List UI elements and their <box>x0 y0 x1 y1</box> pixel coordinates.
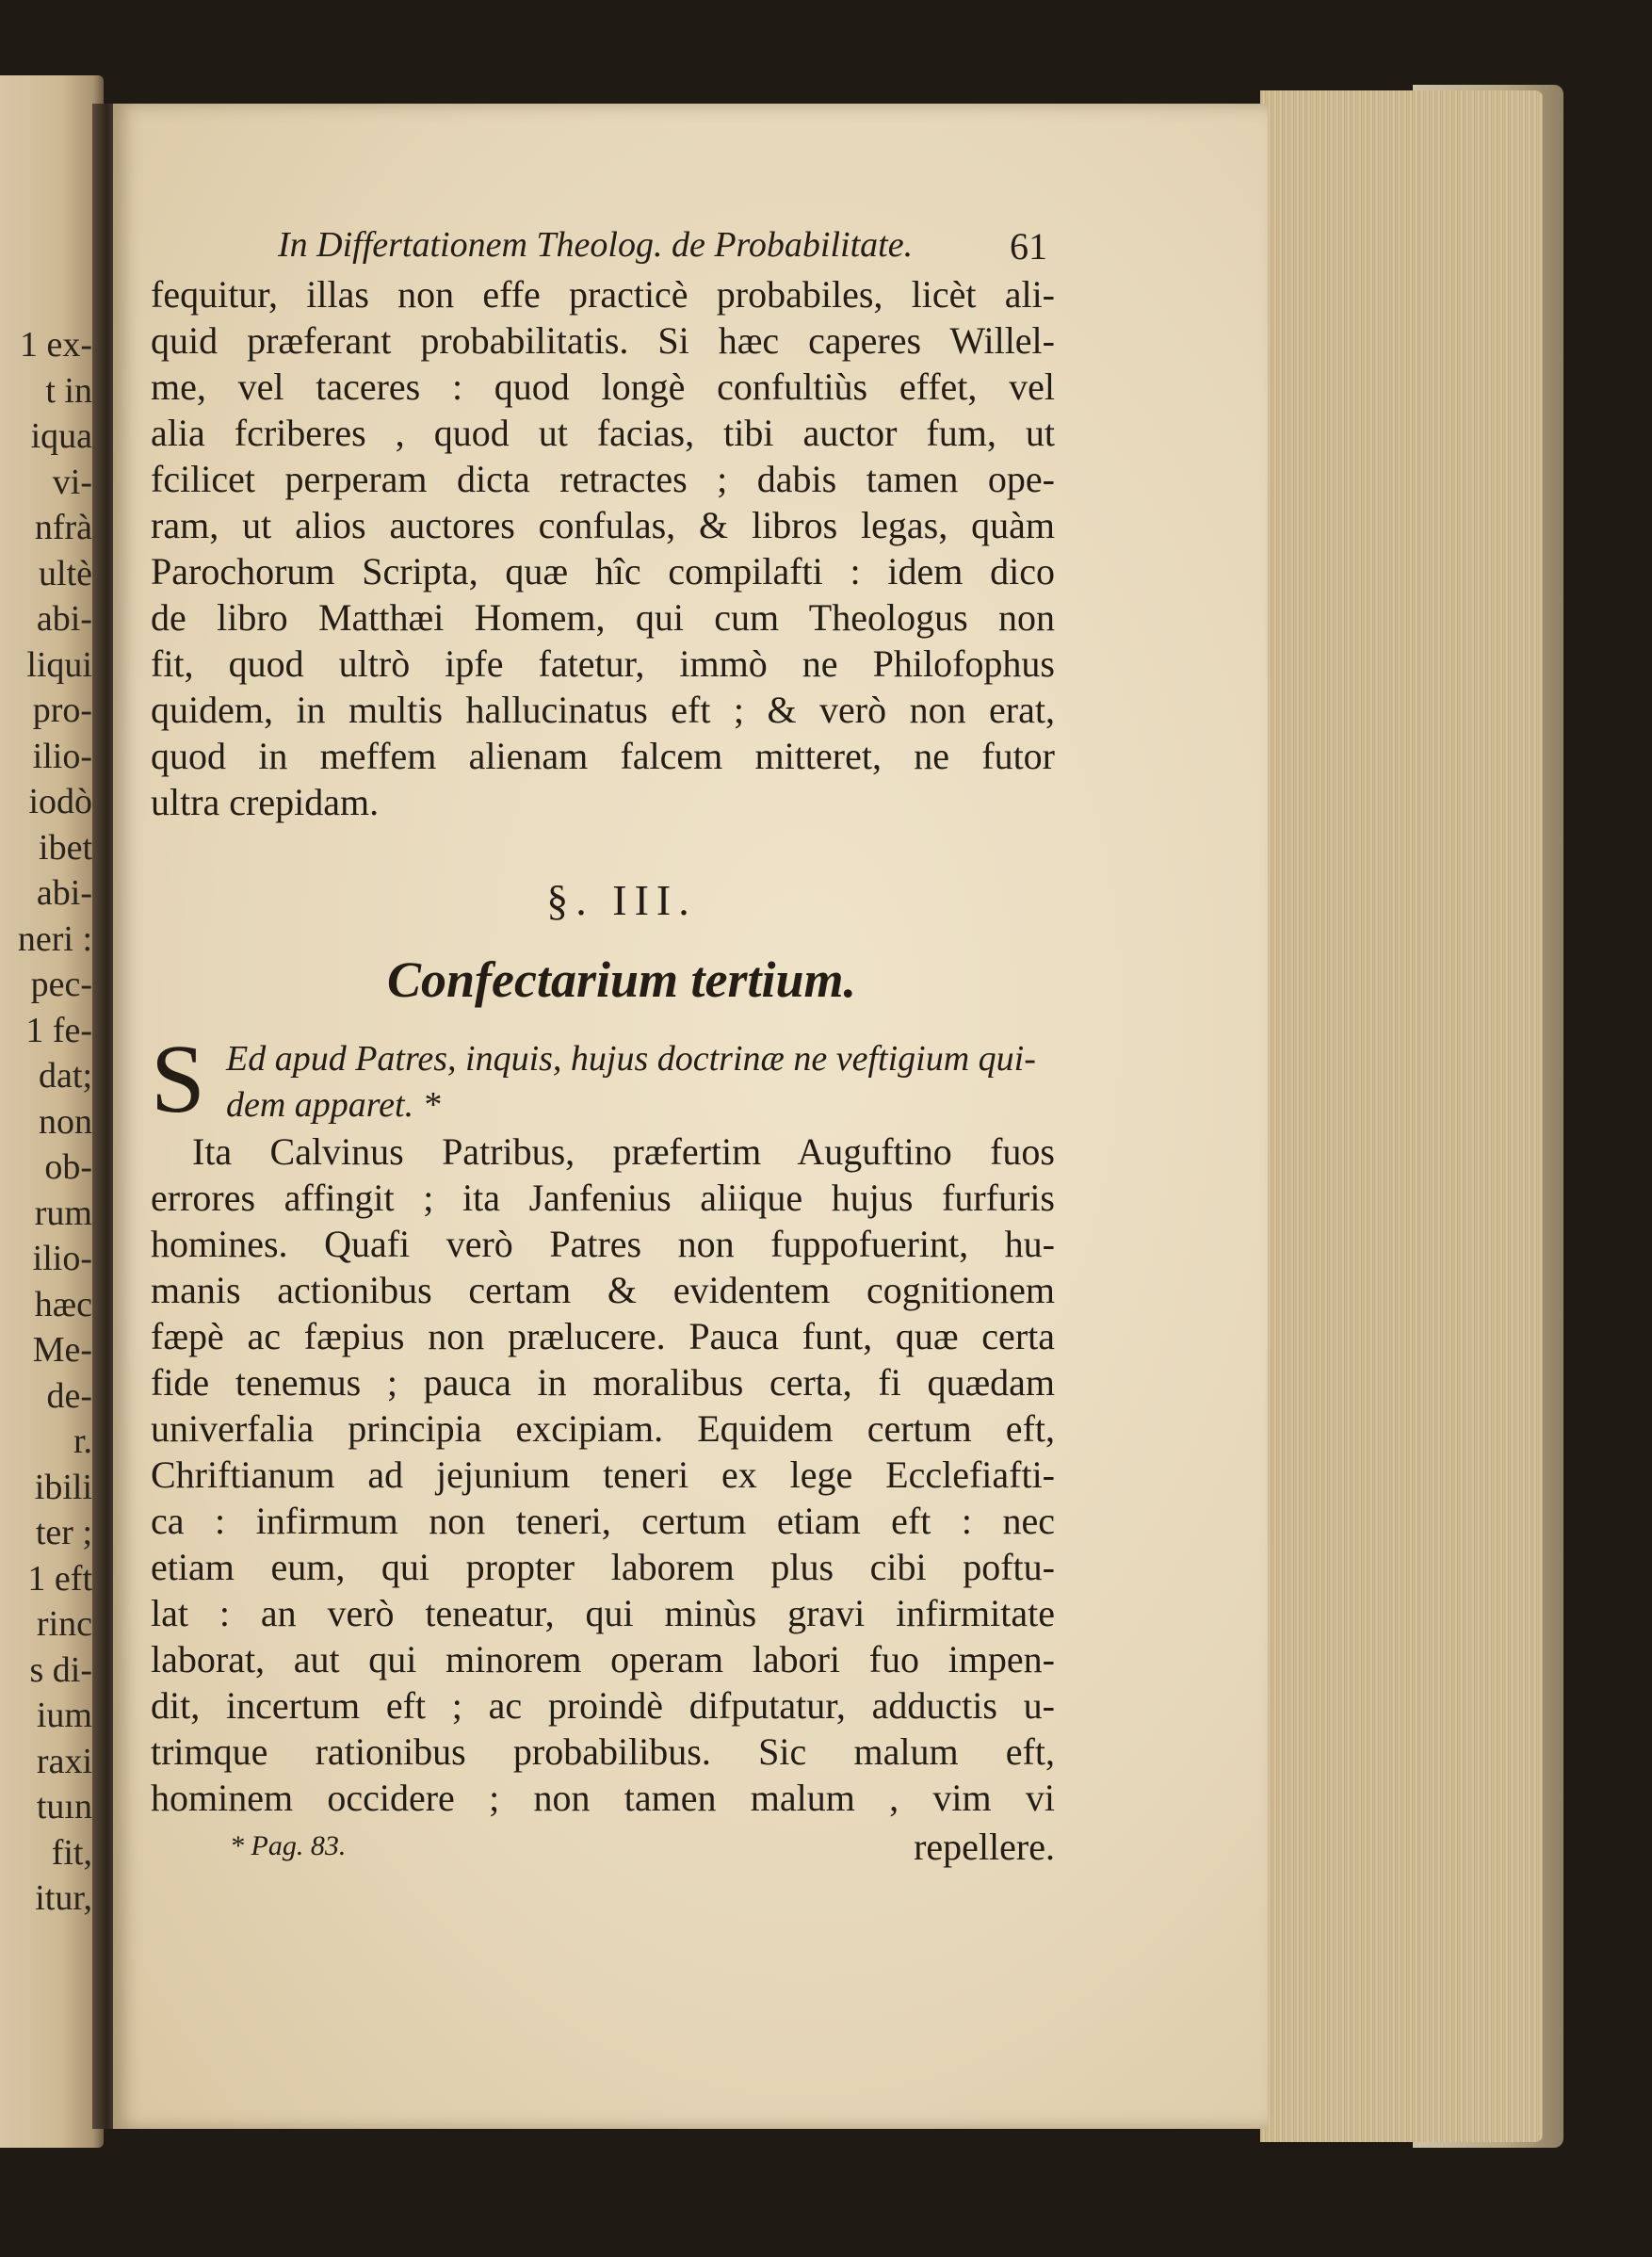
text-line: laborat, aut qui minorem operam labori fuo impen- <box>151 1638 1055 1681</box>
subsection-title: Confectarium tertium. <box>386 951 857 1008</box>
left-page-text-fragments <box>0 322 92 1922</box>
text-line: quidem, in multis hallucinatus eft ; & verò non erat, <box>151 689 1055 731</box>
left-page-fragment: r. <box>73 1421 92 1461</box>
running-head <box>151 224 1055 271</box>
text-line: Parochorum Scripta, quæ hîc compilafti : idem dico <box>151 550 1055 593</box>
text-line: univerfalia principia excipiam. Equidem certum eft, <box>151 1407 1055 1450</box>
text-line: ultra crepidam. <box>151 781 380 823</box>
page-block-edges <box>1260 90 1543 2142</box>
section-heading: §. III. <box>546 876 697 924</box>
drop-cap-letter: S <box>151 1025 205 1133</box>
left-page-fragment: neri : <box>17 918 92 959</box>
left-page-fragment: itur, <box>35 1878 92 1918</box>
footnote: * Pag. 83. <box>230 1830 347 1861</box>
left-page-fragment: rinc <box>36 1604 92 1644</box>
text-line: trimque rationibus probabilibus. Sic malum eft, <box>151 1730 1055 1773</box>
running-head-title: In Differtationem Theolog. de Probabilitate. <box>278 225 914 265</box>
left-page-fragment: tuın <box>36 1787 92 1827</box>
left-page-fragment: Me- <box>32 1330 92 1370</box>
left-page <box>0 75 104 2148</box>
left-page-fragment: raxi <box>36 1741 92 1781</box>
left-page-fragment: ibet <box>39 827 92 868</box>
dropcap-line: Ed apud Patres, inquis, hujus doctrinæ ne veftigium qui- <box>226 1039 1036 1079</box>
left-page-fragment: ibili <box>34 1467 92 1507</box>
text-line: alia fcriberes , quod ut facias, tibi auctor fum, ut <box>151 412 1055 454</box>
left-page-fragment: de- <box>46 1375 92 1416</box>
text-line: me, vel taceres : quod longè confultiùs effet, vel <box>151 365 1055 408</box>
text-line: fide tenemus ; pauca in moralibus certa, fi quædam <box>151 1361 1055 1404</box>
left-page-fragment: non <box>39 1101 92 1142</box>
text-line: fequitur, illas non effe practicè probabiles, licèt ali- <box>151 273 1055 316</box>
left-page-fragment: ilio- <box>32 736 92 776</box>
left-page-fragment: liqui <box>26 644 92 685</box>
text-line: errores affingit ; ita Janfenius aliique hujus furfuris <box>151 1177 1055 1219</box>
left-page-fragment: dat; <box>39 1056 92 1096</box>
left-page-fragment: ultè <box>39 553 92 593</box>
dropcap-line: dem apparet. * <box>226 1085 441 1125</box>
text-line: fcilicet perperam dicta retractes ; dabis tamen ope- <box>151 458 1055 500</box>
page-number: 61 <box>1010 225 1047 268</box>
text-line: hominem occidere ; non tamen malum , vim vi <box>151 1777 1055 1819</box>
paragraph-1 <box>151 271 1055 825</box>
left-page-fragment: abi- <box>36 873 92 913</box>
left-page-fragment: fit, <box>51 1832 92 1873</box>
left-page-fragment: pec- <box>30 965 92 1004</box>
footnote-row <box>151 1825 1055 1872</box>
text-line: dit, incertum eft ; ac proindè difputatur, adductis u- <box>151 1684 1055 1727</box>
text-line: etiam eum, qui propter laborem plus cibi poftu- <box>151 1546 1055 1588</box>
left-page-fragment: rum <box>34 1193 92 1233</box>
left-page-fragment: iodò <box>28 782 92 821</box>
catchword: repellere. <box>914 1826 1055 1868</box>
text-line: Ita Calvinus Patribus, præfertim Auguftino fuos <box>192 1130 1055 1173</box>
text-line: quid præferant probabilitatis. Si hæc caperes Willel- <box>151 319 1055 362</box>
left-page-fragment: hæc <box>34 1284 92 1324</box>
left-page-fragment: 1 ex- <box>19 325 92 365</box>
left-page-fragment: pro- <box>32 690 92 730</box>
left-page-fragment: 1 fe- <box>25 1010 92 1050</box>
dropcap-paragraph <box>151 1025 1055 1133</box>
text-line: fit, quod ultrò ipfe fatetur, immò ne Philofophus <box>151 642 1055 685</box>
left-page-fragment: ilio- <box>32 1239 92 1278</box>
text-line: fæpè ac fæpius non prælucere. Pauca funt, quæ certa <box>151 1315 1055 1357</box>
text-line: quod in meffem alienam falcem mitteret, ne futor <box>151 735 1055 777</box>
text-line: manis actionibus certam & evidentem cognitionem <box>151 1269 1055 1311</box>
right-page-text <box>151 224 1055 1872</box>
text-line: ram, ut alios auctores confulas, & libros legas, quàm <box>151 504 1055 546</box>
left-page-fragment: abi- <box>36 599 92 639</box>
left-page-fragment: s di- <box>29 1649 92 1690</box>
text-line: homines. Quafi verò Patres non fuppofuerint, hu- <box>151 1223 1055 1265</box>
left-page-fragment: nfrà <box>34 508 92 547</box>
text-line: ca : infirmum non teneri, certum etiam eft : nec <box>151 1500 1055 1542</box>
left-page-fragment: ium <box>36 1696 92 1735</box>
text-line: Chriftianum ad jejunium teneri ex lege Ecclefiafti- <box>151 1453 1055 1496</box>
left-page-fragment: 1 eft <box>27 1558 92 1599</box>
text-line: de libro Matthæi Homem, qui cum Theologus non <box>151 596 1055 639</box>
left-page-fragment: ter ; <box>35 1513 92 1552</box>
left-page-fragment: vi- <box>52 462 92 502</box>
left-page-fragment: t in <box>45 370 92 411</box>
left-page-fragment: iqua <box>30 416 92 456</box>
left-page-fragment: ob- <box>44 1147 92 1187</box>
paragraph-2 <box>151 1128 1055 1821</box>
text-line: lat : an verò teneatur, qui minùs gravi infirmitate <box>151 1592 1055 1634</box>
